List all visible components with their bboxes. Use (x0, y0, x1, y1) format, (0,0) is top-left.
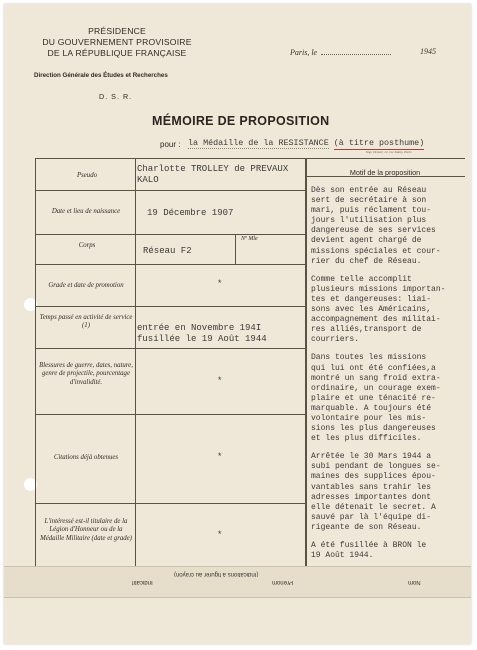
folded-strip (4, 566, 471, 598)
motif-paragraph (311, 541, 477, 561)
matricule-label: Nº Mle (241, 236, 258, 242)
citations-value: * (217, 452, 223, 462)
motif-line: subi pendant de longues se- (311, 462, 441, 472)
birth-label: Date et lieu de naissance (51, 208, 121, 215)
motif-header: Motif de la proposition (349, 168, 421, 177)
service-end: fusillée le 19 Août 1944 (137, 334, 267, 344)
motif-line: rier du chef de Réseau. (311, 256, 422, 266)
motif-line: qui lui ont été confiées,a (311, 363, 436, 373)
motif-line: ordinaire, un courage exem- (311, 383, 441, 393)
legion-label: L'intéressé est-il titulaire de la Légion d'Honneur ou de la Médaille Militaire (date et grade) (40, 518, 132, 542)
motif-line: devient agent chargé de (311, 236, 422, 246)
motif-line: dangereuse de ses services (311, 226, 436, 236)
wounds-label: Blessures de guerre, dates, nature, genre de projectile, pourcentage d'invalidité. (39, 362, 133, 386)
birth-value: 19 Décembre 1907 (147, 208, 234, 218)
motif-line: adresses importantes dont (311, 492, 432, 502)
table-border (35, 158, 465, 159)
motif-line: marquable. A toujours été (311, 403, 432, 413)
motif-line: volontaire pour les mis- (311, 413, 427, 423)
row-divider (35, 348, 305, 349)
dsr-label: D. S. R. (99, 92, 133, 101)
motif-text (311, 186, 477, 569)
motif-paragraph (311, 275, 477, 346)
grade-value: * (217, 279, 223, 289)
nom-label: Nom (408, 579, 421, 585)
row-divider (35, 264, 305, 265)
medal-name: la Médaille de la RESISTANCE (188, 138, 329, 148)
place-date-field (290, 48, 395, 57)
service-entry: entrée en Novembre 194I (137, 323, 262, 333)
citations-label: Citations déjà obtenues (53, 454, 119, 461)
posthume-note: (à titre posthume) (333, 138, 425, 148)
motif-line: tes et dangereuses: liai- (311, 294, 432, 304)
proposal-table (35, 158, 465, 608)
grade-label: Grade et date de promotion (48, 282, 124, 289)
page-title: MÉMOIRE DE PROPOSITION (152, 114, 330, 128)
row-divider (35, 306, 305, 307)
motif-paragraph (311, 452, 477, 533)
issuer-header (32, 26, 202, 59)
motif-line: mari, puis réclament tou- (311, 206, 432, 216)
place-label: Paris, le (290, 48, 318, 57)
row-divider (35, 414, 305, 415)
motif-line: sert de secrétaire à son (311, 196, 427, 206)
motif-line: vantables sans trahir les (311, 482, 432, 492)
motif-paragraph (311, 353, 477, 444)
header-line: DU GOUVERNEMENT PROVISOIRE (42, 37, 192, 47)
motif-line: elle détenait le secret. A (311, 502, 436, 512)
row-divider (35, 234, 305, 235)
motif-line: et les plus difficiles. (311, 434, 422, 444)
motif-line: Dans toutes les missions (311, 353, 427, 363)
printer-stamp: Imp. Drouet, 12, rue Kanty, Paris (366, 150, 412, 154)
motif-line: Dès son entrée au Réseau (311, 186, 427, 195)
document-sheet (4, 4, 471, 644)
motif-line: sons avec les Américains, (311, 305, 432, 315)
direction-label: Direction Générale des Études et Recherches (34, 72, 168, 79)
row-divider (35, 190, 305, 191)
motif-line: accompagnement des militai- (311, 315, 441, 325)
column-divider (135, 158, 136, 566)
motif-paragraph (311, 186, 477, 267)
motif-line: Comme telle accomplit (311, 274, 412, 284)
motif-line: maines des supplices épou- (311, 472, 436, 482)
pseudo-label: Pseudo (76, 172, 97, 179)
header-line: DE LA RÉPUBLIQUE FRANÇAISE (47, 48, 187, 58)
corps-value: Réseau F2 (143, 246, 192, 256)
row-divider (35, 503, 305, 504)
motif-line: plusieurs missions importan- (311, 284, 446, 294)
motif-line: jours l'utilisation plus (311, 216, 427, 226)
motif-line: sauvé par là l'équipe di- (311, 512, 432, 522)
wounds-value: * (217, 376, 223, 386)
motif-line: 19 Août 1944. (311, 551, 374, 561)
table-border (35, 158, 36, 568)
motif-line: A été fusillée à BRON le (311, 541, 427, 550)
pour-label: pour : (160, 140, 181, 149)
medal-line (188, 138, 424, 148)
header-line: PRÉSIDENCE (88, 26, 146, 36)
date-blank (321, 54, 391, 55)
motif-line: sions les plus dangereuses (311, 424, 436, 434)
corps-label: Corps (78, 242, 96, 249)
motif-line: Arrêtée le 30 Mars 1944 a (311, 452, 432, 462)
prenom-label: Prénom (272, 579, 294, 585)
service-label: Temps passé en activité de service (1) (39, 314, 133, 330)
motif-line: res alliés,transport de (311, 325, 422, 335)
indicatif-label: Indicatif (132, 579, 153, 585)
legion-value: * (217, 530, 223, 540)
motif-line: montré un sang froid extra- (311, 373, 441, 383)
motif-line: missions spéciales et cour- (311, 246, 441, 256)
column-divider (305, 158, 307, 566)
motif-line: courriers. (311, 335, 360, 345)
pseudo-alias: KALO (137, 175, 159, 185)
motif-line: plaire et une ténacité re- (311, 393, 436, 403)
motif-line: rigeante de son Réseau. (311, 522, 422, 532)
year-label: 1945 (420, 47, 436, 56)
pseudo-value: Charlotte TROLLEY de PREVAUX (137, 164, 289, 174)
column-divider (235, 234, 236, 264)
indications-label: (Indications à figurer au crayon) (174, 571, 259, 577)
